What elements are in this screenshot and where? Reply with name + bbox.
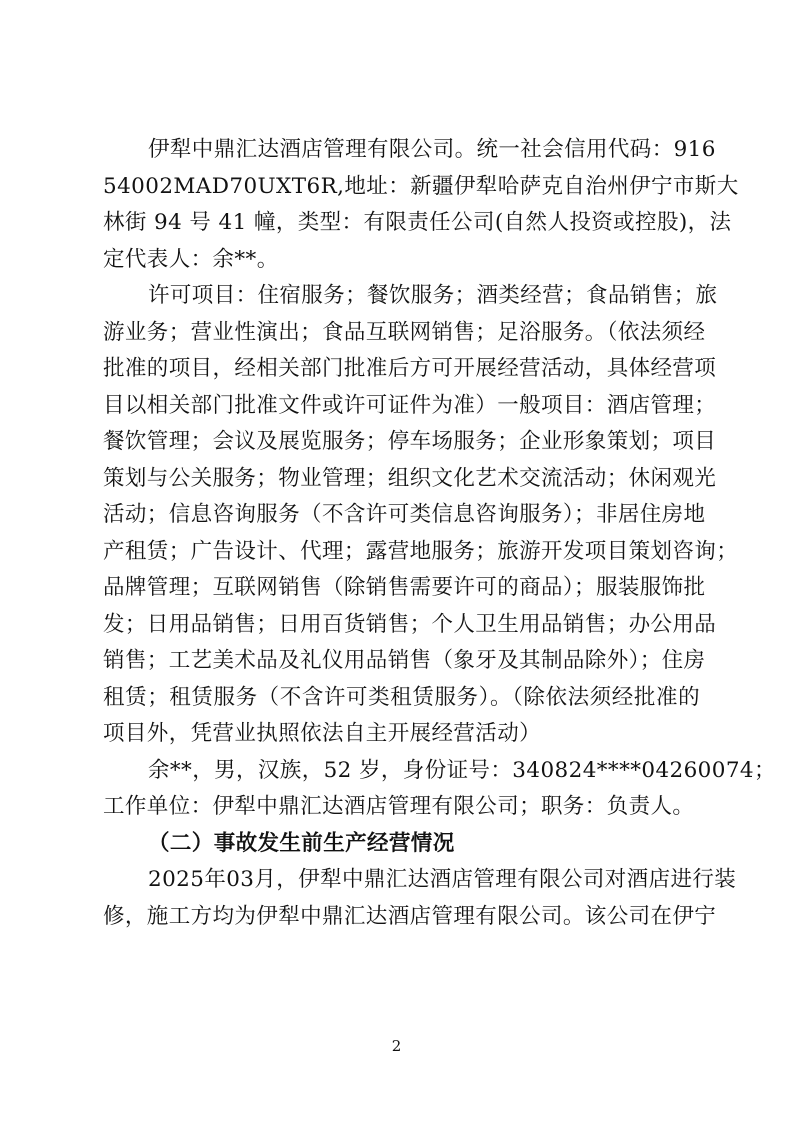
section-heading: （二）事故发生前生产经营情况 [148, 830, 455, 856]
license-scope-line: 品牌管理；互联网销售（除销售需要许可的商品）；服装服饰批 [103, 575, 706, 600]
report-body [103, 132, 776, 935]
license-scope-line: 批准的项目，经相关部门批准后方可开展经营活动，具体经营项 [103, 356, 717, 381]
page-number: 2 [391, 1037, 402, 1055]
license-scope-line: 活动；信息咨询服务（不含许可类信息咨询服务）；非居住房地 [103, 502, 706, 527]
license-scope-line: 产租赁；广告设计、代理；露营地服务；旅游开发项目策划咨询； [103, 538, 739, 564]
license-scope-line: 许可项目：住宿服务；餐饮服务；酒类经营；食品销售；旅 [148, 283, 718, 308]
license-scope-line: 发；日用品销售；日用百货销售；个人卫生用品销售；办公用品 [103, 611, 717, 637]
person-info-line: 余**，男，汉族，52 岁，身份证号：340824****04260074； [148, 757, 776, 783]
company-info-line: 定代表人：余**。 [103, 246, 279, 272]
company-info-line: 54002MAD70UXT6R,地址：新疆伊犁哈萨克自治州伊宁市斯大 [103, 173, 739, 199]
license-scope-line: 租赁；租赁服务（不含许可类租赁服务）。（除依法须经批准的 [103, 684, 700, 710]
company-info-line: 林街 94 号 41 幢，类型：有限责任公司(自然人投资或控股)，法 [103, 210, 732, 235]
operations-line: 2025年03月，伊犁中鼎汇达酒店管理有限公司对酒店进行装 [148, 867, 737, 892]
company-info-line: 伊犁中鼎汇达酒店管理有限公司。统一社会信用代码：916 [148, 137, 716, 162]
person-info-line: 工作单位：伊犁中鼎汇达酒店管理有限公司；职务：负责人。 [103, 794, 695, 819]
license-scope-line: 策划与公关服务；物业管理；组织文化艺术交流活动；休闲观光 [103, 465, 717, 491]
operations-line: 修，施工方均为伊犁中鼎汇达酒店管理有限公司。该公司在伊宁 [103, 903, 717, 929]
license-scope-line: 销售；工艺美术品及礼仪用品销售（象牙及其制品除外）；住房 [103, 648, 706, 673]
license-scope-line: 项目外，凭营业执照依法自主开展经营活动） [103, 721, 542, 746]
license-scope-line: 游业务；营业性演出；食品互联网销售；足浴服务。（依法须经 [103, 319, 706, 345]
license-scope-line: 目以相关部门批准文件或许可证件为准）一般项目：酒店管理； [103, 392, 717, 418]
license-scope-line: 餐饮管理；会议及展览服务；停车场服务；企业形象策划；项目 [103, 429, 717, 454]
